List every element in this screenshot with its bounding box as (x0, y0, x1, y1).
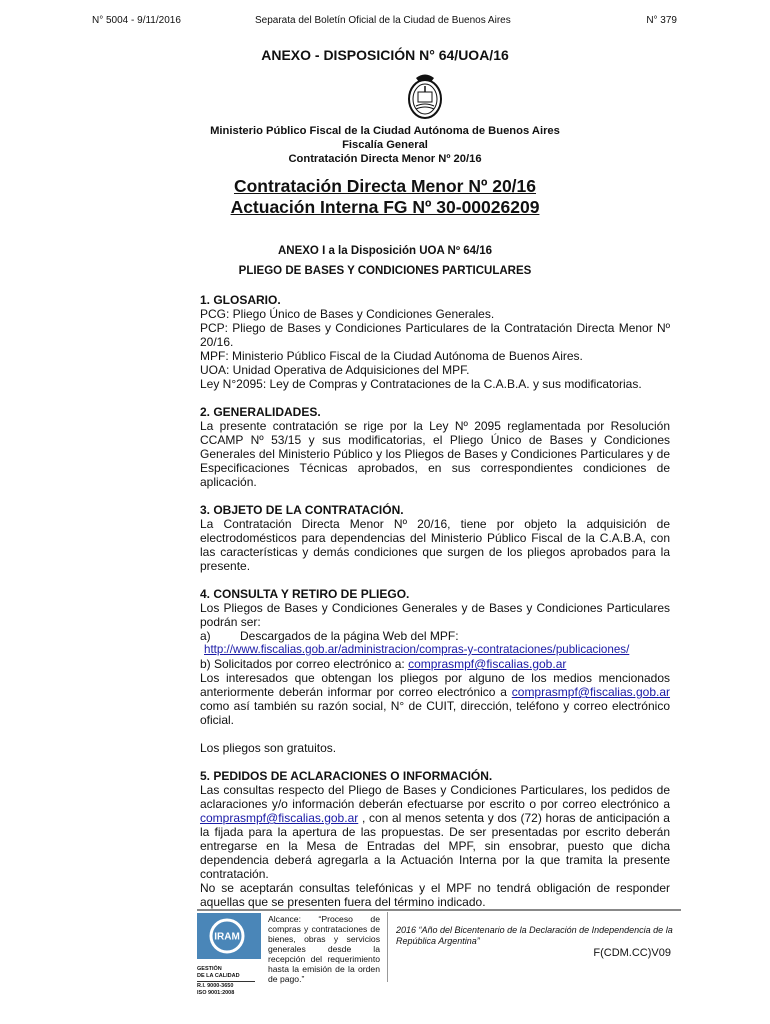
section-4-heading: 4. CONSULTA Y RETIRO DE PLIEGO. (200, 587, 410, 601)
organization-block (0, 124, 770, 166)
option-b-text: b) Solicitados por correo electrónico a: (200, 657, 405, 671)
main-title-contract: Contratación Directa Menor Nº 20/16 (233, 176, 537, 196)
option-a-text: Descargados de la página Web del MPF: (240, 629, 459, 643)
page-number: N° 379 (646, 15, 677, 26)
section-3-text: La Contratación Directa Menor Nº 20/16, tiene por objeto la adquisición de electrodomésticos para dependencias del Ministerio Público Fiscal de la C.A.B.A, con las características y demás condiciones que surgen de los pliegos aprobados para la presente. (200, 517, 670, 573)
email-link[interactable]: comprasmpf@fiscalias.gob.ar (511, 685, 671, 699)
section-4-inform (200, 671, 670, 727)
section-1-heading: 1. GLOSARIO. (200, 293, 281, 307)
glossary-item: PCP: Pliego de Bases y Condiciones Particulares de la Contratación Directa Menor Nº 20/16. (200, 321, 670, 349)
iram-certification-logo-icon (197, 913, 261, 997)
main-title-actuacion: Actuación Interna FG Nº 30-00026209 (230, 197, 540, 217)
scope-note: Alcance: “Proceso de compras y contrataciones de bienes, obras y servicios generales desde la recepción del requerimiento hasta la emisión de la orden de pago.” (268, 914, 380, 984)
consult-text-tail: , con al menos setenta y dos (72) horas de anticipación a la fijada para la apertura de las propuestas. De ser presentadas por escrito deberán entregarse en la Mesa de Entradas del MPF, sin ensobrar, puesto que dicha dependencia deberá agregarla a la Actuación Interna por la que tramita la presente contratación. (200, 811, 670, 881)
footer-vertical-divider (387, 912, 388, 982)
iram-logo-text: IRAM (214, 931, 240, 943)
buenos-aires-coat-of-arms-icon (402, 72, 448, 120)
glossary-item: UOA: Unidad Operativa de Adquisiciones del MPF. (200, 363, 470, 377)
bicentennial-motto: 2016 “Año del Bicentenario de la Declaración de Independencia de la República Argentina” (396, 925, 673, 946)
glossary-item: Ley N°2095: Ley de Compras y Contrataciones de la C.A.B.A. y sus modificatorias. (200, 377, 642, 391)
option-b (200, 657, 670, 671)
logo-gestion: GESTIÓN (197, 966, 222, 972)
glossary-item: MPF: Ministerio Público Fiscal de la Ciudad Autónoma de Buenos Aires. (200, 349, 583, 363)
main-title (0, 176, 770, 218)
inform-text: Los interesados que obtengan los pliegos por alguno de los medios mencionados anteriormente deberán informar por correo electrónico a (200, 671, 670, 699)
section-4-intro: Los Pliegos de Bases y Condiciones Generales y de Bases y Condiciones Particulares podrán ser: (200, 601, 670, 629)
logo-ri: R.I. 9000-3650 (197, 983, 234, 989)
document-body (200, 293, 670, 909)
section-2-text: La presente contratación se rige por la Ley Nº 2095 reglamentada por Resolución CCAMP Nº 53/15 y sus modificatorias, el Pliego Único de Bases y Condiciones Generales del Ministerio Público y los Pliegos de Bases y Condiciones Particulares y de Especificaciones Técnicas aprobados, en sus correspondientes condiciones de aplicación. (200, 419, 670, 489)
section-3-heading: 3. OBJETO DE LA CONTRATACIÓN. (200, 503, 404, 517)
glossary-item: PCG: Pliego Único de Bases y Condiciones Generales. (200, 307, 495, 321)
mpf-website-link[interactable]: http://www.fiscalias.gob.ar/administracion/compras-y-contrataciones/publicaciones/ (204, 643, 630, 656)
org-name: Ministerio Público Fiscal de la Ciudad Autónoma de Buenos Aires (210, 125, 560, 137)
form-code: F(CDM.CC)V09 (593, 947, 671, 959)
logo-iso: ISO 9001:2008 (197, 989, 235, 996)
section-5-text-2: No se aceptarán consultas telefónicas y el MPF no tendrá obligación de responder aquellas que se presenten fuera del término indicado. (200, 881, 670, 909)
section-5-heading: 5. PEDIDOS DE ACLARACIONES O INFORMACIÓN. (200, 769, 493, 783)
annex-i-title: ANEXO I a la Disposición UOA Nº 64/16 (277, 245, 493, 257)
consult-text: Las consultas respecto del Pliego de Bases y Condiciones Particulares, los pedidos de aclaraciones y/o información deberán efectuarse por escrito o por correo electrónico a (200, 783, 670, 811)
email-link[interactable]: comprasmpf@fiscalias.gob.ar (200, 811, 359, 825)
publication-name: Separata del Boletín Oficial de la Ciudad de Buenos Aires (255, 15, 511, 26)
issue-number: N° 5004 - 9/11/2016 (92, 15, 181, 26)
annex-title: ANEXO - DISPOSICIÓN N° 64/UOA/16 (261, 47, 509, 63)
section-2-heading: 2. GENERALIDADES. (200, 405, 321, 419)
pliegos-free-text: Los pliegos son gratuitos. (200, 741, 337, 755)
email-link[interactable]: comprasmpf@fiscalias.gob.ar (408, 657, 567, 671)
footer-divider (197, 909, 681, 911)
org-contract: Contratación Directa Menor Nº 20/16 (288, 153, 482, 165)
option-a (200, 629, 670, 643)
logo-calidad: DE LA CALIDAD (197, 972, 240, 979)
pliego-title: PLIEGO DE BASES Y CONDICIONES PARTICULARES (238, 265, 532, 277)
option-a-index: a) (200, 629, 211, 643)
org-office: Fiscalía General (342, 139, 428, 151)
url-line (200, 643, 670, 657)
inform-text-tail: como así también su razón social, N° de CUIT, dirección, teléfono y correo electrónico oficial. (200, 699, 670, 727)
section-5-text (200, 783, 670, 881)
